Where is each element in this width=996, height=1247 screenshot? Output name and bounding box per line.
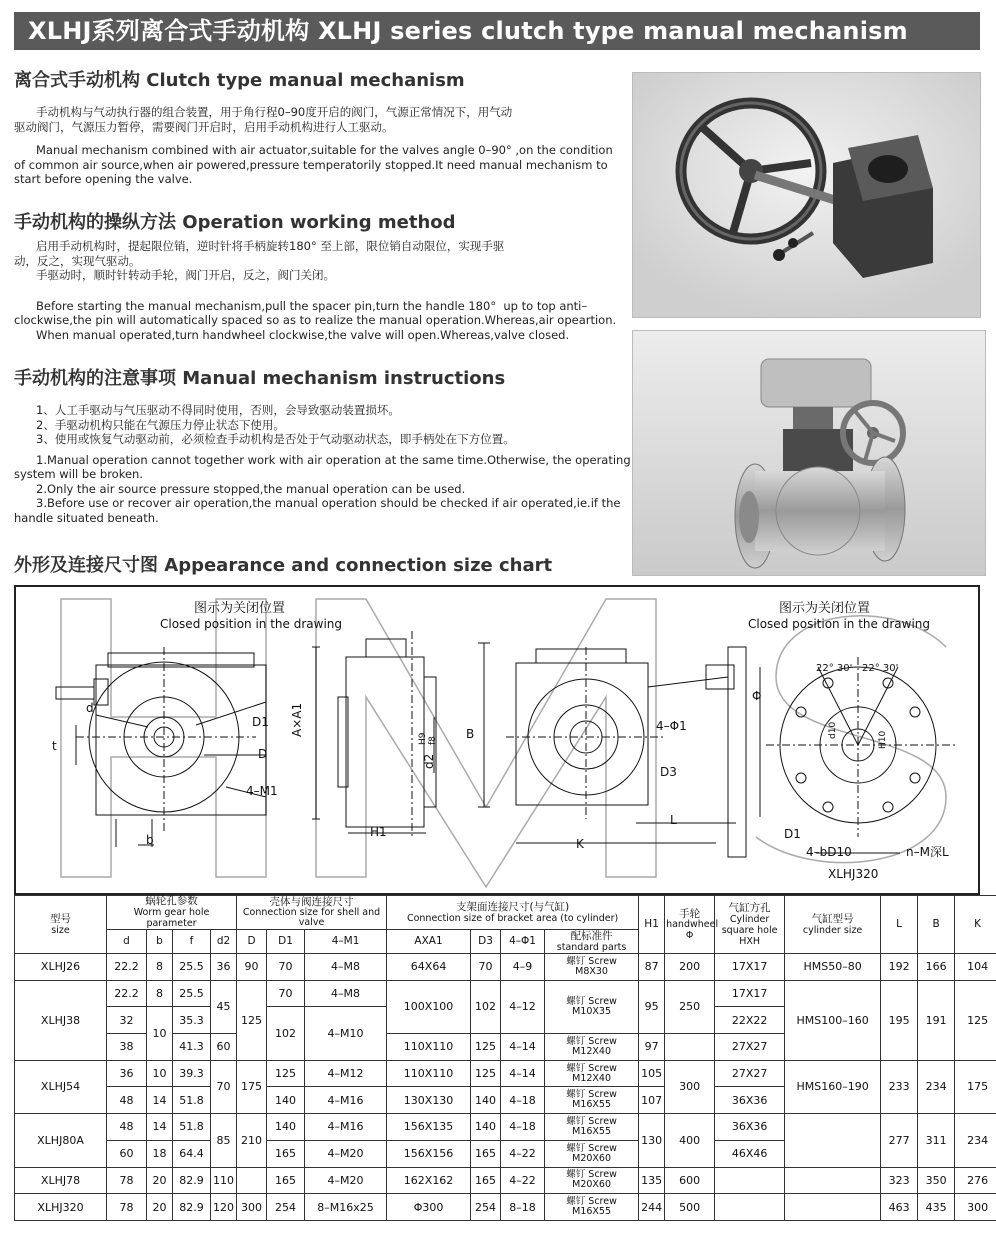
cell-empty	[785, 1114, 881, 1167]
th-L: L	[881, 896, 918, 954]
cell: 435	[918, 1194, 955, 1221]
cell: 8	[147, 954, 173, 981]
cell: 156X156	[387, 1140, 471, 1167]
cell: 4–12	[501, 980, 545, 1033]
cell-model: XLHJ80A	[15, 1114, 107, 1167]
cell: 10	[147, 1060, 173, 1087]
cell: 4–14	[501, 1060, 545, 1087]
drawing-caption-left-en: Closed position in the drawing	[160, 617, 343, 631]
text-line: 2.Only the air source pressure stopped,the manual operation can be used.	[36, 481, 466, 496]
dim-label-L: L	[670, 813, 677, 827]
cell: 175	[237, 1060, 267, 1113]
cell: 90	[237, 954, 267, 981]
cell: 125	[237, 980, 267, 1060]
text-line: of common air source,when air powered,pressure temperatorily stopped.It need manual mechanism to	[14, 157, 608, 172]
cell: 311	[918, 1114, 955, 1167]
dim-label-d2: d2	[422, 753, 436, 769]
cell: 14	[147, 1087, 173, 1114]
cell: 244	[639, 1194, 665, 1221]
cell-model: XLHJ78	[15, 1167, 107, 1194]
cell-std: 螺钉 Screw M10X35	[545, 980, 639, 1033]
th-AxA1: AXA1	[387, 930, 471, 954]
cell: 4–22	[501, 1167, 545, 1194]
cell: 85	[211, 1114, 237, 1167]
text-line: 手动机构与气动执行器的组合装置，用于角行程0–90度开启的阀门，气源正常情况下，用气动	[36, 105, 513, 119]
section-title-clutch: 离合式手动机构 Clutch type manual mechanism	[14, 70, 465, 91]
cell-empty	[715, 1167, 785, 1194]
th-K: K	[955, 896, 996, 954]
cell-std: 螺钉 Screw M12X40	[545, 1034, 639, 1061]
cell: HMS100–160	[785, 980, 881, 1060]
cell: 140	[267, 1087, 305, 1114]
cell: 350	[918, 1167, 955, 1194]
cell: 70	[267, 954, 305, 981]
cell: 38	[107, 1034, 147, 1061]
th-model: 型号 size	[15, 896, 107, 954]
cell: 10	[147, 1007, 173, 1060]
cell: 87	[639, 954, 665, 981]
cell: 48	[107, 1114, 147, 1141]
section-title-appearance: 外形及连接尺寸图 Appearance and connection size chart	[14, 555, 553, 576]
text-line: 手驱动时，顺时针转动手轮，阀门开启，反之，阀门关闭。	[36, 268, 335, 282]
cell: 4–18	[501, 1087, 545, 1114]
text-line: 3、使用或恢复气动驱动前，必须检查手动机构是否处于气动驱动状态，即手柄处在下方位置。	[36, 432, 515, 446]
th-bracket: 支架面连接尺寸(与气缸) Connection size of bracket area (to cylinder)	[387, 896, 639, 930]
th-D: D	[237, 930, 267, 954]
cell: 110	[211, 1167, 237, 1194]
cell: 60	[107, 1140, 147, 1167]
dim-label-D3: D3	[660, 765, 677, 779]
dim-label-H9: H9	[418, 732, 428, 745]
cell: 276	[955, 1167, 996, 1194]
dim-label-D1-flange: D1	[784, 827, 801, 841]
cell: 130	[639, 1114, 665, 1167]
cell: 4–9	[501, 954, 545, 981]
cell: 46X46	[715, 1140, 785, 1167]
cell: 4–M20	[305, 1167, 387, 1194]
section-text-clutch	[14, 105, 614, 187]
th-b: b	[147, 930, 173, 954]
cell: 195	[881, 980, 918, 1060]
cell: 4–M8	[305, 954, 387, 981]
cell: 45	[211, 980, 237, 1033]
dim-label-4-bD10: 4–bD10	[806, 845, 852, 859]
cell: 140	[267, 1114, 305, 1141]
cell: 125	[471, 1034, 501, 1061]
text-line: handle situated beneath.	[14, 510, 159, 525]
cell: 140	[471, 1114, 501, 1141]
cell: 4–18	[501, 1114, 545, 1141]
watermark-letters	[61, 599, 946, 887]
section-text-operation	[14, 239, 617, 342]
cell: 165	[267, 1140, 305, 1167]
photo-manual-mechanism	[632, 72, 981, 318]
cell: 35.3	[173, 1007, 211, 1034]
cell: HMS50–80	[785, 954, 881, 981]
cell: 210	[237, 1114, 267, 1167]
cell-std: 螺钉 Screw M16X55	[545, 1194, 639, 1221]
cell: 254	[267, 1194, 305, 1221]
right-side-view	[478, 643, 760, 857]
th-d: d	[107, 930, 147, 954]
dim-label-b: b	[146, 833, 154, 847]
th-standard-parts: 配标准件 standard parts	[545, 930, 639, 954]
cell: 97	[639, 1034, 665, 1061]
cell-empty	[785, 1167, 881, 1194]
cell: 8–18	[501, 1194, 545, 1221]
dim-label-4-phi1: 4–Φ1	[656, 719, 687, 733]
th-handwheel: 手轮 handwheel Φ	[665, 896, 715, 954]
table-row	[15, 1194, 996, 1221]
cell: 125	[955, 980, 996, 1060]
drawing-caption-left-cn: 图示为关闭位置	[194, 601, 286, 616]
drawing-caption-right-cn: 图示为关闭位置	[779, 601, 871, 616]
cell: 25.5	[173, 954, 211, 981]
cell: 107	[639, 1087, 665, 1114]
cell-std: 螺钉 Screw M20X60	[545, 1140, 639, 1167]
cell: 18	[147, 1140, 173, 1167]
cell: 162X162	[387, 1167, 471, 1194]
cell: 32	[107, 1007, 147, 1034]
cell: 4–M20	[305, 1140, 387, 1167]
cell: 175	[955, 1060, 996, 1113]
cell: 27X27	[715, 1060, 785, 1087]
cell: 234	[918, 1060, 955, 1113]
table-row	[15, 980, 996, 1007]
text-line: 驱动阀门，气源压力暂停，需要阀门开启时，启用手动机构进行人工驱动。	[14, 119, 394, 134]
th-D3: D3	[471, 930, 501, 954]
text-line: start before opening the valve.	[14, 172, 193, 186]
cell: 22X22	[715, 1007, 785, 1034]
cell: 41.3	[173, 1034, 211, 1061]
cell: 400	[665, 1114, 715, 1167]
cell: 36	[107, 1060, 147, 1087]
table-row	[15, 954, 996, 981]
dim-label-n-M: n–M深L	[906, 845, 949, 859]
left-view	[56, 647, 266, 847]
drawing-caption-right-en: Closed position in the drawing	[748, 617, 931, 631]
dim-label-angle-left: 22° 30'	[816, 663, 853, 674]
cell: 4–M12	[305, 1060, 387, 1087]
text-line: clockwise,the pin will automatically spaced so as to realize the manual operation.Whereas,air opeartion.	[14, 313, 617, 327]
cell: HMS160–190	[785, 1060, 881, 1113]
th-worm: 蜗轮孔参数 Worm gear hole parameter	[107, 896, 237, 930]
cell: 36X36	[715, 1087, 785, 1114]
dim-label-H1: H1	[370, 825, 387, 839]
cell: 4–14	[501, 1034, 545, 1061]
cell: 110X110	[387, 1034, 471, 1061]
photo-valve-assembly	[632, 330, 986, 576]
cell: 120	[211, 1194, 237, 1221]
cell-empty	[715, 1194, 785, 1221]
text-line: 启用手动机构时，提起限位销，逆时针将手柄旋转180° 至上部，限位销自动限位，实现手驱	[36, 239, 505, 253]
cell: 130X130	[387, 1087, 471, 1114]
cell: 36X36	[715, 1114, 785, 1141]
cell: 70	[471, 954, 501, 981]
dim-label-f8: f8	[428, 736, 438, 745]
text-line: Manual mechanism combined with air actuator,suitable for the valves angle 0–90° ,on the condition	[36, 143, 613, 157]
cell: 8	[147, 980, 173, 1007]
cell: 4–M16	[305, 1087, 387, 1114]
cell: 78	[107, 1194, 147, 1221]
cell: 165	[267, 1167, 305, 1194]
cell: 95	[639, 980, 665, 1033]
cell: 70	[211, 1060, 237, 1113]
cell: 156X135	[387, 1114, 471, 1141]
dim-label-phi: Φ	[752, 689, 762, 703]
dim-label-t: t	[52, 739, 57, 753]
handwheel-mechanism-illustration	[633, 73, 981, 318]
th-phi1: 4–Φ1	[501, 930, 545, 954]
th-M1: 4–M1	[305, 930, 387, 954]
cell: 234	[955, 1114, 996, 1167]
cell-model: XLHJ320	[15, 1194, 107, 1221]
cell: 300	[237, 1194, 267, 1221]
section-title-instructions: 手动机构的注意事项 Manual mechanism instructions	[14, 368, 506, 389]
table-row	[15, 1060, 996, 1087]
cell: 17X17	[715, 980, 785, 1007]
th-cylinder: 气缸型号 cylinder size	[785, 896, 881, 954]
cell-model: XLHJ38	[15, 980, 107, 1060]
cell: 64.4	[173, 1140, 211, 1167]
cell: 22.2	[107, 980, 147, 1007]
cell: 82.9	[173, 1194, 211, 1221]
cell: 4–M16	[305, 1114, 387, 1141]
cell: 82.9	[173, 1167, 211, 1194]
dim-label-B: B	[466, 727, 475, 741]
section-text-instructions	[14, 403, 631, 525]
cell: 233	[881, 1060, 918, 1113]
cell: 463	[881, 1194, 918, 1221]
text-line: 动，反之，实现气驱动。	[14, 253, 141, 268]
th-shell: 壳体与阀连接尺寸 Connection size for shell and valve	[237, 896, 387, 930]
dim-label-d: d	[86, 701, 94, 715]
cell: 51.8	[173, 1087, 211, 1114]
th-B: B	[918, 896, 955, 954]
cell: 125	[471, 1060, 501, 1087]
text-line: 2、手驱动机构只能在气源压力停止状态下使用。	[36, 417, 285, 432]
cell: 36	[211, 954, 237, 981]
th-D1: D1	[267, 930, 305, 954]
table-row	[15, 1114, 996, 1141]
text-line: 1、人工手驱动与气压驱动不得同时使用，否则，会导致驱动装置损坏。	[36, 403, 400, 417]
cell: 102	[471, 980, 501, 1033]
cell: 191	[918, 980, 955, 1060]
dim-label-d10: d10	[828, 721, 838, 739]
dim-label-angle-right: 22° 30'	[862, 663, 899, 674]
th-d2: d2	[211, 930, 237, 954]
text-line: 3.Before use or recover air operation,the manual operation should be checked if air operated,ie.if the	[36, 496, 621, 510]
cell-std: 螺钉 Screw M12X40	[545, 1060, 639, 1087]
cell: 8–M16x25	[305, 1194, 387, 1221]
cell: 323	[881, 1167, 918, 1194]
cell: 165	[471, 1140, 501, 1167]
cell: 39.3	[173, 1060, 211, 1087]
table-row	[15, 1167, 996, 1194]
cell: 17X17	[715, 954, 785, 981]
cell-empty	[665, 1034, 715, 1061]
cell: 20	[147, 1167, 173, 1194]
th-square-hole: 气缸方孔 Cylinder square hole HXH	[715, 896, 785, 954]
cell-model: XLHJ54	[15, 1060, 107, 1113]
cell: 300	[665, 1060, 715, 1113]
cell-std: 螺钉 Screw M16X55	[545, 1114, 639, 1141]
cell: 125	[267, 1060, 305, 1087]
text-line: Before starting the manual mechanism,pull the spacer pin,turn the handle 180° up to top anti–	[36, 298, 588, 313]
cell: 277	[881, 1114, 918, 1167]
cell: 110X110	[387, 1060, 471, 1087]
text-line: When manual operated,turn handwheel clockwise,the valve will open.Whereas,valve closed.	[36, 327, 570, 342]
cell: 20	[147, 1194, 173, 1221]
section-title-operation: 手动机构的操纵方法 Operation working method	[14, 212, 456, 233]
cell: 500	[665, 1194, 715, 1221]
cell: 4–M10	[305, 1007, 387, 1060]
cell: 48	[107, 1087, 147, 1114]
flange-view	[766, 657, 956, 853]
cell-std: 螺钉 Screw M20X60	[545, 1167, 639, 1194]
cell: 135	[639, 1167, 665, 1194]
text-line: 1.Manual operation cannot together work with air operation at the same time.Otherwise, the operating	[36, 452, 631, 467]
cell-model: XLHJ26	[15, 954, 107, 981]
dim-label-M1: 4–M1	[246, 784, 278, 798]
ball-valve-actuator-illustration	[633, 331, 986, 576]
dim-label-D: D	[258, 747, 268, 761]
cell: 25.5	[173, 980, 211, 1007]
cell: 4–22	[501, 1140, 545, 1167]
cell: 4–M8	[305, 980, 387, 1007]
cell-std: 螺钉 Screw M16X55	[545, 1087, 639, 1114]
cell-empty	[785, 1194, 881, 1221]
cell: Φ300	[387, 1194, 471, 1221]
cell: 78	[107, 1167, 147, 1194]
drawing-model-label: XLHJ320	[828, 867, 879, 881]
cell: 64X64	[387, 954, 471, 981]
th-h1: H1	[639, 896, 665, 954]
dim-label-K: K	[576, 837, 584, 851]
cell: 22.2	[107, 954, 147, 981]
cell-std: 螺钉 Screw M8X30	[545, 954, 639, 981]
cell: 600	[665, 1167, 715, 1194]
cell: 105	[639, 1060, 665, 1087]
cell: 60	[211, 1034, 237, 1061]
cell: 140	[471, 1087, 501, 1114]
cell: 254	[471, 1194, 501, 1221]
dim-label-H10: H10	[878, 730, 888, 749]
cell: 165	[471, 1167, 501, 1194]
cell: 27X27	[715, 1034, 785, 1061]
cell: 200	[665, 954, 715, 981]
cell: 300	[955, 1194, 996, 1221]
cell: 192	[881, 954, 918, 981]
dim-label-AxA1: A×A1	[290, 702, 304, 737]
dimension-drawing	[14, 585, 980, 895]
dim-label-D1: D1	[252, 715, 269, 729]
cell: 166	[918, 954, 955, 981]
cell: 102	[267, 1007, 305, 1060]
cell: 51.8	[173, 1114, 211, 1141]
cell: 70	[267, 980, 305, 1007]
page-banner: XLHJ系列离合式手动机构 XLHJ series clutch type manual mechanism	[14, 12, 980, 50]
cell: 104	[955, 954, 996, 981]
cell-empty	[237, 1167, 267, 1194]
text-line: system will be broken.	[14, 467, 143, 481]
th-f: f	[173, 930, 211, 954]
spec-table	[14, 895, 996, 1221]
cell: 14	[147, 1114, 173, 1141]
cell: 100X100	[387, 980, 471, 1033]
cell: 250	[665, 980, 715, 1033]
